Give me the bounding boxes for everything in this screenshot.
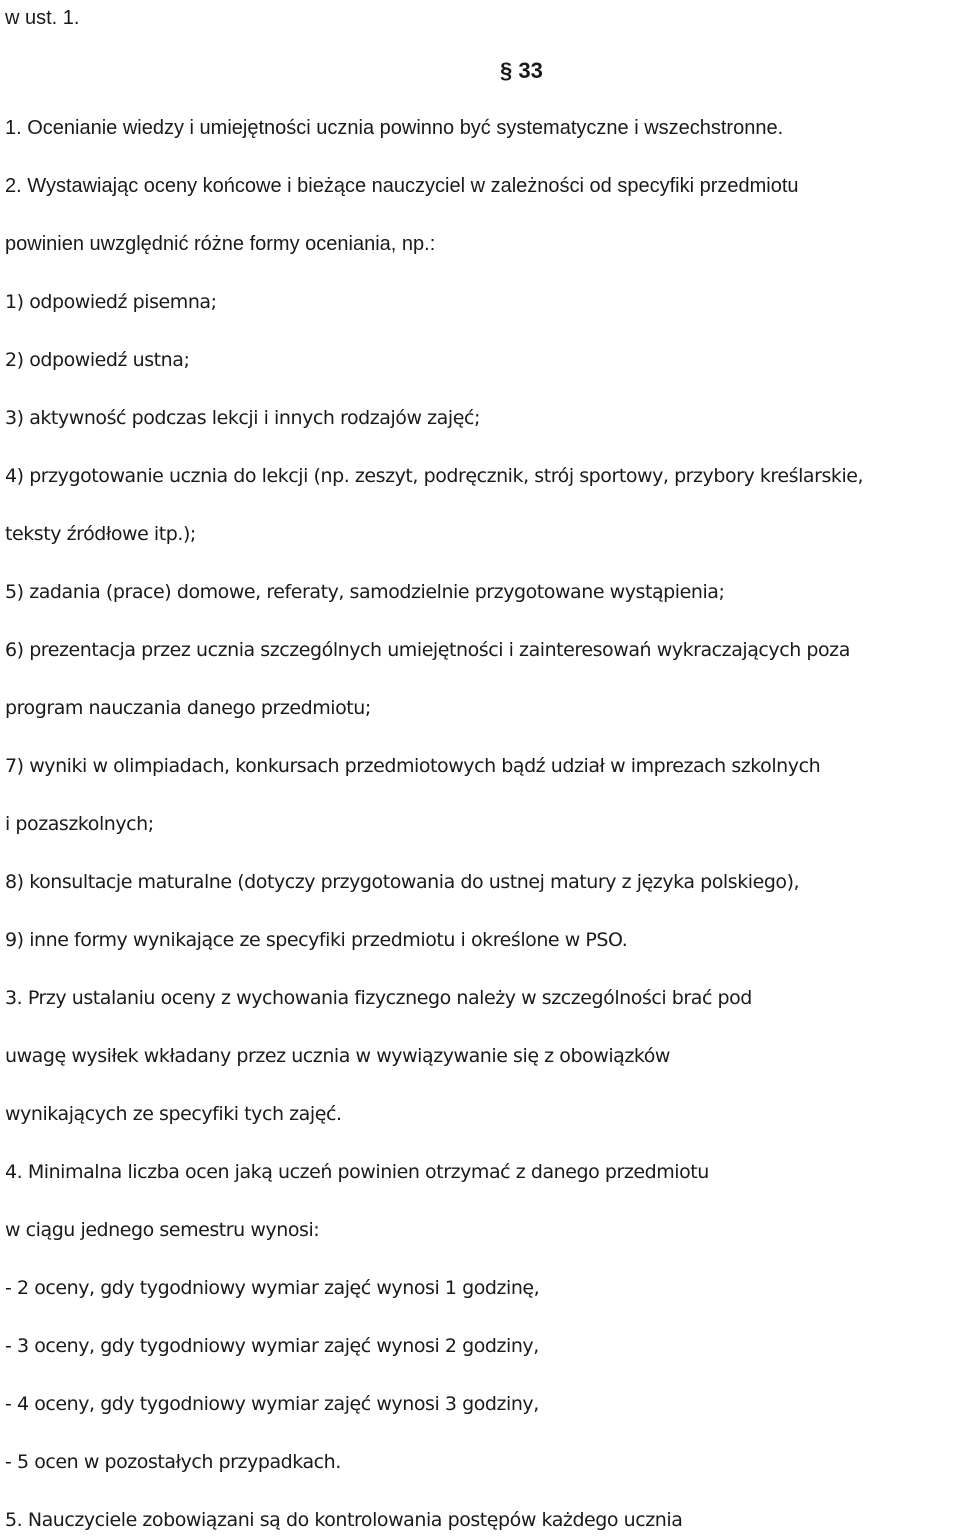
paragraph-5: 5. Nauczyciele zobowiązani są do kontrolowania postępów każdego ucznia: [5, 1509, 683, 1531]
list-item-2: 2) odpowiedź ustna;: [5, 349, 190, 371]
list-item-6-cont: program nauczania danego przedmiotu;: [5, 697, 371, 719]
paragraph-4: 4. Minimalna liczba ocen jaką uczeń powinien otrzymać z danego przedmiotu: [5, 1161, 709, 1183]
list-item-8: 8) konsultacje maturalne (dotyczy przygotowania do ustnej matury z języka polskiego),: [5, 871, 800, 893]
paragraph-2: 2. Wystawiając oceny końcowe i bieżące nauczyciel w zależności od specyfiki przedmiotu: [5, 175, 799, 197]
list-item-4: 4) przygotowanie ucznia do lekcji (np. zeszyt, podręcznik, strój sportowy, przybory kreślarskie,: [5, 465, 864, 487]
list-item-5: 5) zadania (prace) domowe, referaty, samodzielnie przygotowane wystąpienia;: [5, 581, 725, 603]
list-item-1: 1) odpowiedź pisemna;: [5, 291, 217, 313]
list-item-9: 9) inne formy wynikające ze specyfiki przedmiotu i określone w PSO.: [5, 929, 628, 951]
paragraph-3-cont-2: wynikających ze specyfiki tych zajęć.: [5, 1103, 342, 1125]
list-item-3: 3) aktywność podczas lekcji i innych rodzajów zajęć;: [5, 407, 480, 429]
paragraph-1: 1. Ocenianie wiedzy i umiejętności ucznia powinno być systematyczne i wszechstronne.: [5, 117, 784, 139]
paragraph-4-cont: w ciągu jednego semestru wynosi:: [5, 1219, 320, 1241]
grade-rule-1: - 2 oceny, gdy tygodniowy wymiar zajęć wynosi 1 godzinę,: [5, 1277, 540, 1299]
section-heading: § 33: [500, 58, 543, 83]
grade-rule-3: - 4 oceny, gdy tygodniowy wymiar zajęć wynosi 3 godziny,: [5, 1393, 539, 1415]
grade-rule-2: - 3 oceny, gdy tygodniowy wymiar zajęć wynosi 2 godziny,: [5, 1335, 539, 1357]
list-item-6: 6) prezentacja przez ucznia szczególnych umiejętności i zainteresowań wykraczających poza: [5, 639, 850, 661]
grade-rule-4: - 5 ocen w pozostałych przypadkach.: [5, 1451, 341, 1473]
list-item-7-cont: i pozaszkolnych;: [5, 813, 154, 835]
paragraph-3: 3. Przy ustalaniu oceny z wychowania fizycznego należy w szczególności brać pod: [5, 987, 752, 1009]
header-line: w ust. 1.: [5, 7, 80, 29]
paragraph-3-cont-1: uwagę wysiłek wkładany przez ucznia w wywiązywanie się z obowiązków: [5, 1045, 671, 1067]
paragraph-2-cont: powinien uwzględnić różne formy oceniania, np.:: [5, 233, 436, 255]
list-item-7: 7) wyniki w olimpiadach, konkursach przedmiotowych bądź udział w imprezach szkolnych: [5, 755, 821, 777]
list-item-4-cont: teksty źródłowe itp.);: [5, 523, 196, 545]
